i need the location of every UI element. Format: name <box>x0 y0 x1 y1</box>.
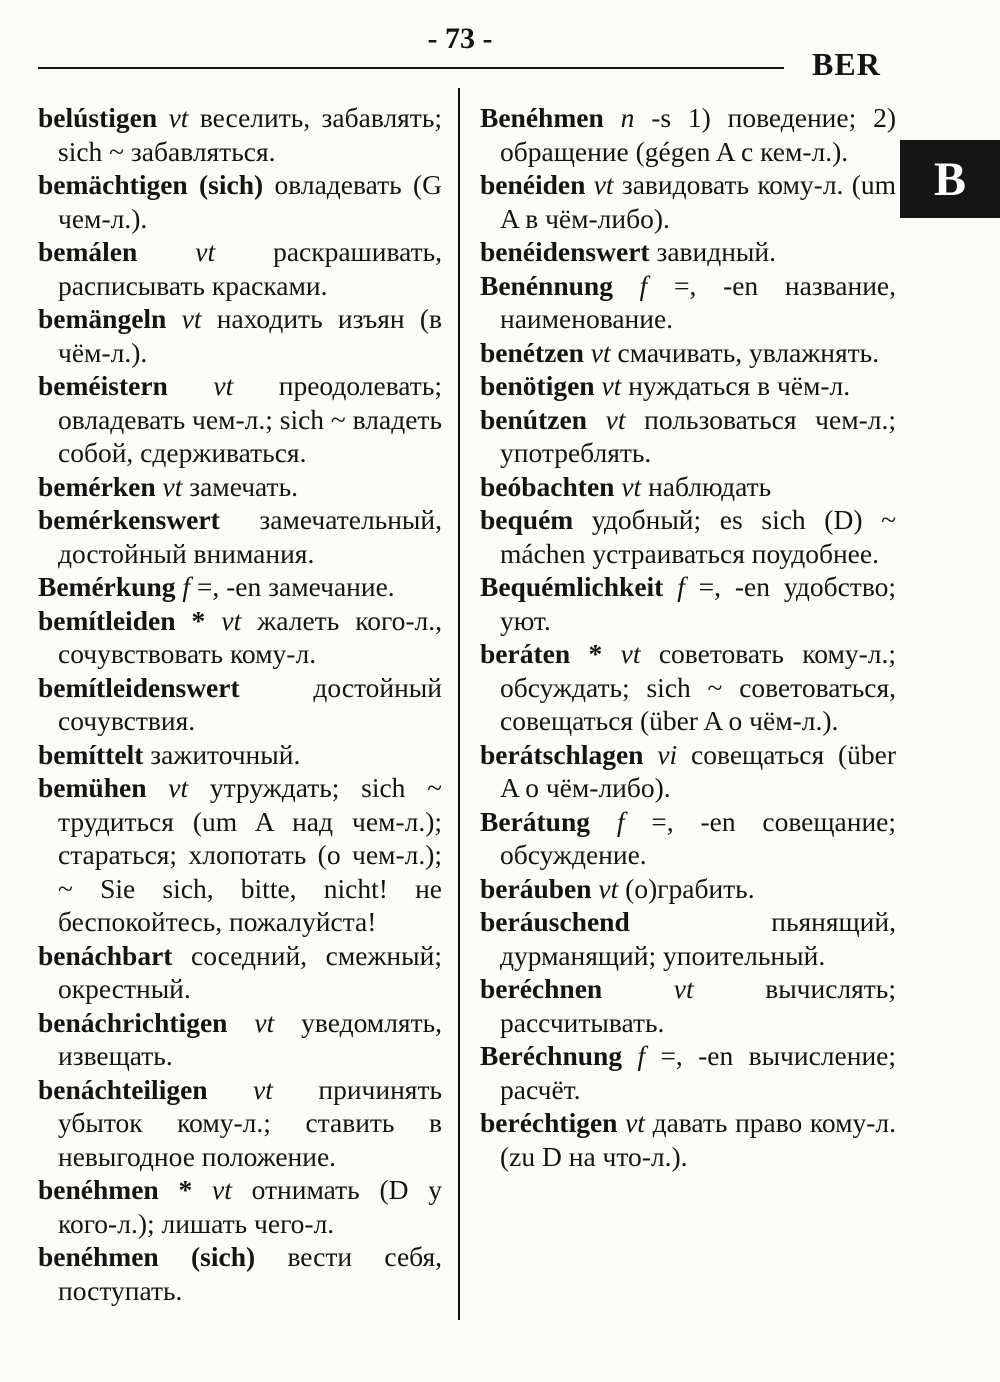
definition: жалеть кого-л., сочувствовать кому-л. <box>58 604 442 669</box>
definition: отнимать (D у кого-л.); лишать чего-л. <box>58 1174 443 1239</box>
running-head: BER <box>812 46 881 82</box>
column-divider <box>458 88 460 1320</box>
definition: соседний, смежный; окрестный. <box>58 939 442 1004</box>
dictionary-entry <box>38 470 442 504</box>
dictionary-entry <box>38 101 442 168</box>
dictionary-entry <box>480 168 896 235</box>
dictionary-entry <box>38 235 442 302</box>
definition: смачивать, увлажнять. <box>617 336 880 368</box>
grammar-label: vt <box>221 604 242 636</box>
definition: вести себя, поступать. <box>58 1241 442 1306</box>
grammar-label: vt <box>620 638 641 669</box>
dictionary-entry <box>480 805 896 872</box>
headword: benáchrichtigen <box>38 1006 228 1038</box>
headword: Beréchnung <box>480 1040 623 1071</box>
headword: bemíttelt <box>38 738 144 770</box>
definition: преодолевать; овладевать чем-л.; sich ~ владеть собой, сдерживаться. <box>58 370 443 468</box>
headword: beráten * <box>480 638 603 669</box>
headword: benéhmen * <box>38 1174 193 1205</box>
definition: пользоваться чем-л.; употреблять. <box>500 403 897 468</box>
headword: bemérken <box>38 470 156 502</box>
dictionary-entry <box>38 168 442 235</box>
definition: нуждаться в чём-л. <box>628 370 851 401</box>
grammar-label: vt <box>598 872 619 904</box>
dictionary-entry <box>38 939 442 1006</box>
grammar-label: vt <box>593 169 614 200</box>
headword: benéhmen (sich) <box>38 1241 256 1272</box>
headword: beráuben <box>480 872 592 904</box>
definition: =, -en совещание; обсуждение. <box>500 805 897 870</box>
definition: наблюдать <box>648 470 772 502</box>
grammar-label: vt <box>213 370 234 401</box>
grammar-label: vt <box>181 303 202 334</box>
dictionary-entry <box>38 302 442 369</box>
grammar-label: f <box>677 571 685 602</box>
definition: завидный. <box>656 236 777 267</box>
dictionary-entry <box>38 1073 442 1174</box>
left-column <box>38 101 442 1307</box>
definition: утруждать; sich ~ трудиться (um A над чем-л.); стараться; хлопотать (о чем-л.); ~ Sie sich, bitte, nicht! не беспокойтесь, пожалуйста! <box>58 772 443 937</box>
headword: benötigen <box>480 370 595 401</box>
grammar-label: vt <box>254 1006 275 1038</box>
grammar-label: vt <box>590 336 611 368</box>
headword: bemérkenswert <box>38 504 220 535</box>
dictionary-entry <box>480 403 896 470</box>
headword: bemächtigen (sich) <box>38 169 264 200</box>
dictionary-entry <box>480 738 896 805</box>
definition: завидовать кому-л. (um A в чём-либо). <box>500 169 896 234</box>
dictionary-entry <box>480 503 896 570</box>
dictionary-entry <box>38 1006 442 1073</box>
right-column <box>480 101 896 1173</box>
definition: уведомлять, извещать. <box>58 1006 442 1071</box>
headword: bemítleidenswert <box>38 671 240 703</box>
dictionary-entry <box>38 771 442 939</box>
headword: bemühen <box>38 772 147 803</box>
headword: bequém <box>480 504 574 535</box>
dictionary-entry <box>480 269 896 336</box>
headword: beréchtigen <box>480 1107 618 1138</box>
dictionary-entry <box>480 1039 896 1106</box>
headword: benáchbart <box>38 939 173 971</box>
definition: пьянящий, дурманящий; упоительный. <box>500 906 896 971</box>
grammar-label: vt <box>625 1107 645 1138</box>
dictionary-entry <box>480 470 896 504</box>
definition: совещаться (über A о чём-либо). <box>500 738 896 803</box>
definition: замечательный, достойный внимания. <box>58 504 442 569</box>
definition: -s 1) поведение; 2) обращение (gégen A с кем-л.). <box>500 102 896 167</box>
definition: =, -en название, наименование. <box>500 269 896 334</box>
headword: benáchteiligen <box>38 1073 208 1105</box>
definition: веселить, забавлять; sich ~ забавляться. <box>58 102 443 167</box>
dictionary-entry <box>480 101 896 168</box>
definition: (о)грабить. <box>625 872 755 904</box>
definition: причинять убыток кому-л.; ставить в невыгодное положение. <box>58 1073 443 1172</box>
dictionary-entry <box>480 336 896 370</box>
dictionary-entry <box>480 235 896 269</box>
grammar-label: vt <box>253 1073 273 1105</box>
definition: давать право кому-л. (zu D на что-л.). <box>500 1107 897 1172</box>
dictionary-entry <box>480 570 896 637</box>
grammar-label: vt <box>605 403 626 435</box>
definition: =, -en замечание. <box>196 571 395 602</box>
thumb-index-tab: B <box>900 140 1000 218</box>
headword: bemítleiden * <box>38 604 206 636</box>
definition: советовать кому-л.; обсуждать; sich ~ советоваться, совещаться (über A о чём-л.). <box>500 638 897 736</box>
definition: удобный; es sich (D) ~ máchen устраиваться поудобнее. <box>500 504 897 569</box>
page-number: - 73 - <box>427 22 493 55</box>
dictionary-entry <box>38 604 442 671</box>
headword: beréchnen <box>480 973 603 1004</box>
dictionary-entry <box>38 1173 442 1240</box>
headword: Berátung <box>480 805 590 837</box>
dictionary-entry <box>480 637 896 738</box>
dictionary-entry <box>38 503 442 570</box>
grammar-label: vt <box>168 772 189 803</box>
headword: beóbachten <box>480 470 615 502</box>
grammar-label: vt <box>601 370 622 401</box>
headword: beráuschend <box>480 906 630 937</box>
headword: Bemérkung <box>38 571 176 602</box>
definition: находить изъян (в чём-л.). <box>58 303 443 368</box>
grammar-label: vt <box>162 470 183 502</box>
headword: bemängeln <box>38 303 167 334</box>
grammar-label: f <box>616 805 625 837</box>
headword: Benéhmen <box>480 102 604 133</box>
grammar-label: vt <box>673 973 694 1004</box>
headword: berátschlagen <box>480 738 644 770</box>
grammar-label: n <box>620 102 635 133</box>
definition: зажиточный. <box>150 738 301 770</box>
definition: раскрашивать, расписывать красками. <box>58 236 442 301</box>
definition: =, -en вычисление; расчёт. <box>500 1040 897 1105</box>
definition: замечать. <box>189 470 298 502</box>
definition: =, -en удобство; уют. <box>500 571 897 636</box>
dictionary-entry <box>480 1106 896 1173</box>
dictionary-entry <box>480 872 896 906</box>
grammar-label: vt <box>195 236 216 267</box>
dictionary-entry <box>480 369 896 403</box>
headword: bemálen <box>38 236 138 267</box>
grammar-label: f <box>639 269 648 301</box>
definition: вычислять; рассчитывать. <box>500 973 896 1038</box>
dictionary-entry <box>480 905 896 972</box>
headword: benútzen <box>480 403 587 435</box>
grammar-label: vt <box>211 1174 232 1205</box>
headword: benéiden <box>480 169 586 200</box>
grammar-label: vt <box>168 102 189 133</box>
dictionary-entry <box>38 369 442 470</box>
dictionary-entry <box>38 1240 442 1307</box>
grammar-label: f <box>182 571 191 602</box>
headword: Benénnung <box>480 269 613 301</box>
definition: овладевать (G чем-л.). <box>58 169 442 234</box>
header-rule <box>38 67 784 69</box>
dictionary-entry <box>38 738 442 772</box>
headword: beméistern <box>38 370 168 401</box>
dictionary-entry <box>38 570 442 604</box>
headword: Bequémlichkeit <box>480 571 664 602</box>
grammar-label: f <box>637 1040 646 1071</box>
dictionary-entry <box>480 972 896 1039</box>
dictionary-entry <box>38 671 442 738</box>
grammar-label: vt <box>621 470 642 502</box>
grammar-label: vi <box>657 738 678 770</box>
headword: belústigen <box>38 102 158 133</box>
definition: достойный сочувствия. <box>58 671 442 736</box>
headword: benétzen <box>480 336 584 368</box>
headword: benéidenswert <box>480 236 650 267</box>
